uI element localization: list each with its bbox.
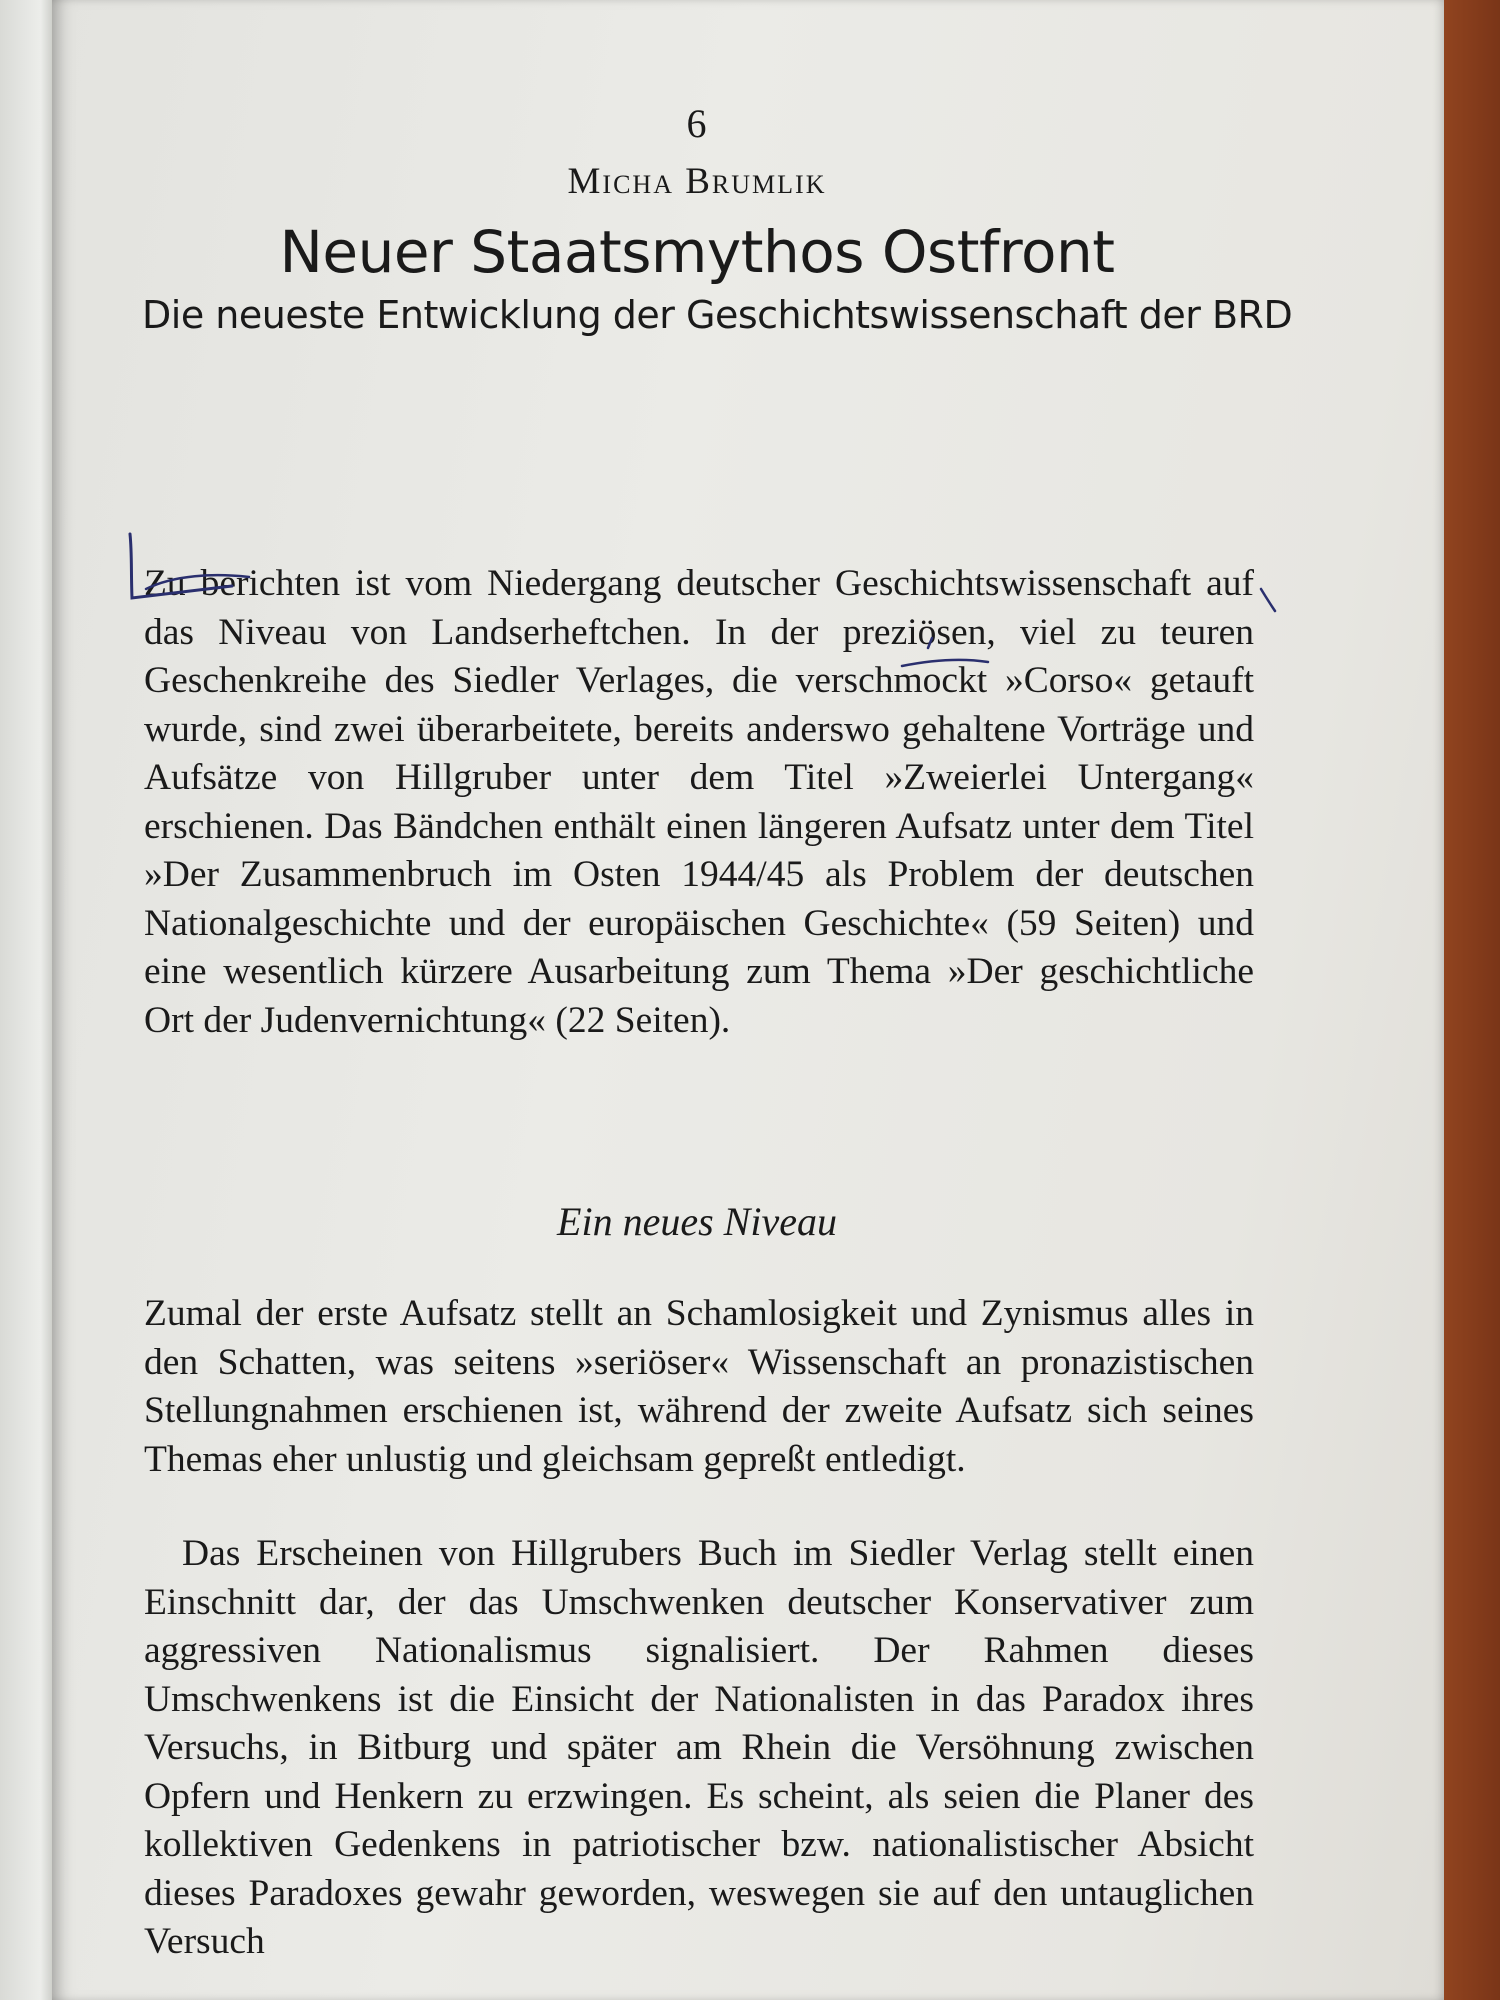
left-page-edge: [0, 0, 58, 2000]
book-page: [52, 0, 1444, 2000]
page-number: 6: [686, 101, 708, 146]
author-name: Micha Brumlik: [567, 161, 827, 202]
article-subtitle: Die neueste Entwicklung der Geschichtswissenschaft der BRD: [142, 293, 1293, 337]
paragraph-intro: Zu berichten ist vom Niedergang deutscher Geschichtswissenschaft auf das Niveau von Landserheftchen. In der preziösen, viel zu teuren Geschenkreihe des Siedler Verlages, die verschmockt »Corso« getauft wurde, sind zwei überarbeitete, bereits anderswo gehaltene Vorträge und Aufsätze von Hillgruber unter dem Titel »Zweierlei Untergang« erschienen. Das Bändchen enthält einen längeren Aufsatz unter dem Titel »Der Zusammenbruch im Osten 1944/45 als Problem der deutschen Nationalgeschichte und der europäischen Geschichte« (59 Seiten) und eine wesentlich kürzere Ausarbeitung zum Thema »Der geschichtliche Ort der Judenvernichtung« (22 Seiten).: [144, 563, 1254, 1041]
paragraph-section-2: Das Erscheinen von Hillgrubers Buch im Siedler Verlag stellt einen Einschnitt dar, der das Umschwenken deutscher Konservativer zum aggressiven Nationalismus signalisiert. Der Rahmen dieses Umschwenkens ist die Einsicht der Nationalisten in das Paradox ihres Versuchs, in Bitburg und später am Rhein die Versöhnung zwischen Opfern und Henkern zu erzwingen. Es scheint, als seien die Planer des kollektiven Gedenkens in patriotischer bzw. nationalistischer Absicht dieses Paradoxes gewahr geworden, weswegen sie auf den untauglichen Versuch: [144, 1533, 1254, 1962]
paragraph-section-1: Zumal der erste Aufsatz stellt an Schamlosigkeit und Zynismus alles in den Schatten, was seitens »seriöser« Wissenschaft an pronazistischen Stellungnahmen erschienen ist, während der zweite Aufsatz sich seines Themas eher unlustig und gleichsam gepreßt entledigt.: [144, 1293, 1254, 1480]
pen-tick-mark: [1257, 585, 1287, 615]
article-title: Neuer Staatsmythos Ostfront: [279, 218, 1115, 286]
section-heading: Ein neues Niveau: [557, 1199, 837, 1244]
